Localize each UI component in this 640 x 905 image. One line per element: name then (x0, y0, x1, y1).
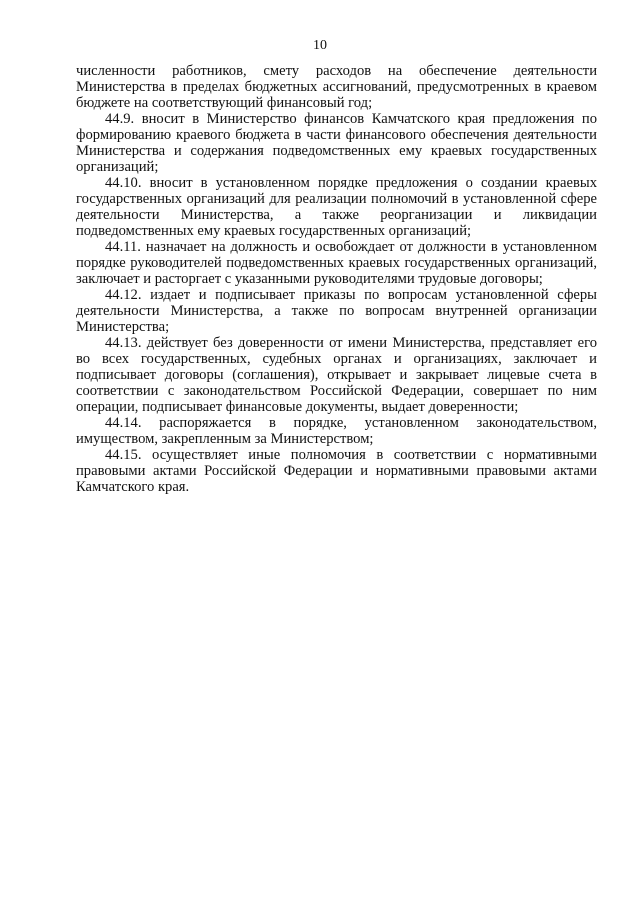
paragraph-44-14: 44.14. распоряжается в порядке, установленном законодательством, имуществом, закрепленным за Министерством; (76, 415, 597, 447)
paragraph-44-15: 44.15. осуществляет иные полномочия в соответствии с нормативными правовыми актами Российской Федерации и нормативными правовыми актами Камчатского края. (76, 447, 597, 495)
paragraph-44-9: 44.9. вносит в Министерство финансов Камчатского края предложения по формированию краевого бюджета в части финансового обеспечения деятельности Министерства и содержания подведомственных ему краевых государственных организаций; (76, 111, 597, 175)
paragraph-44-13: 44.13. действует без доверенности от имени Министерства, представляет его во всех государственных, судебных органах и организациях, заключает и подписывает договоры (соглашения), открывает и закрывает лицевые счета в соответствии с законодательством Российской Федерации, совершает по ним операции, подписывает финансовые документы, выдает доверенности; (76, 335, 597, 415)
document-body (76, 63, 597, 495)
paragraph-44-10: 44.10. вносит в установленном порядке предложения о создании краевых государственных организаций для реализации полномочий в установленной сфере деятельности Министерства, а также реорганизации и ликвидации подведомственных ему краевых государственных организаций; (76, 175, 597, 239)
paragraph-44-12: 44.12. издает и подписывает приказы по вопросам установленной сферы деятельности Министерства, а также по вопросам внутренней организации Министерства; (76, 287, 597, 335)
paragraph-44-11: 44.11. назначает на должность и освобождает от должности в установленном порядке руководителей подведомственных краевых государственных организаций, заключает и расторгает с указанными руководителями трудовые договоры; (76, 239, 597, 287)
page-number: 10 (313, 38, 327, 53)
paragraph-continuation: численности работников, смету расходов на обеспечение деятельности Министерства в пределах бюджетных ассигнований, предусмотренных в краевом бюджете на соответствующий финансовый год; (76, 63, 597, 111)
